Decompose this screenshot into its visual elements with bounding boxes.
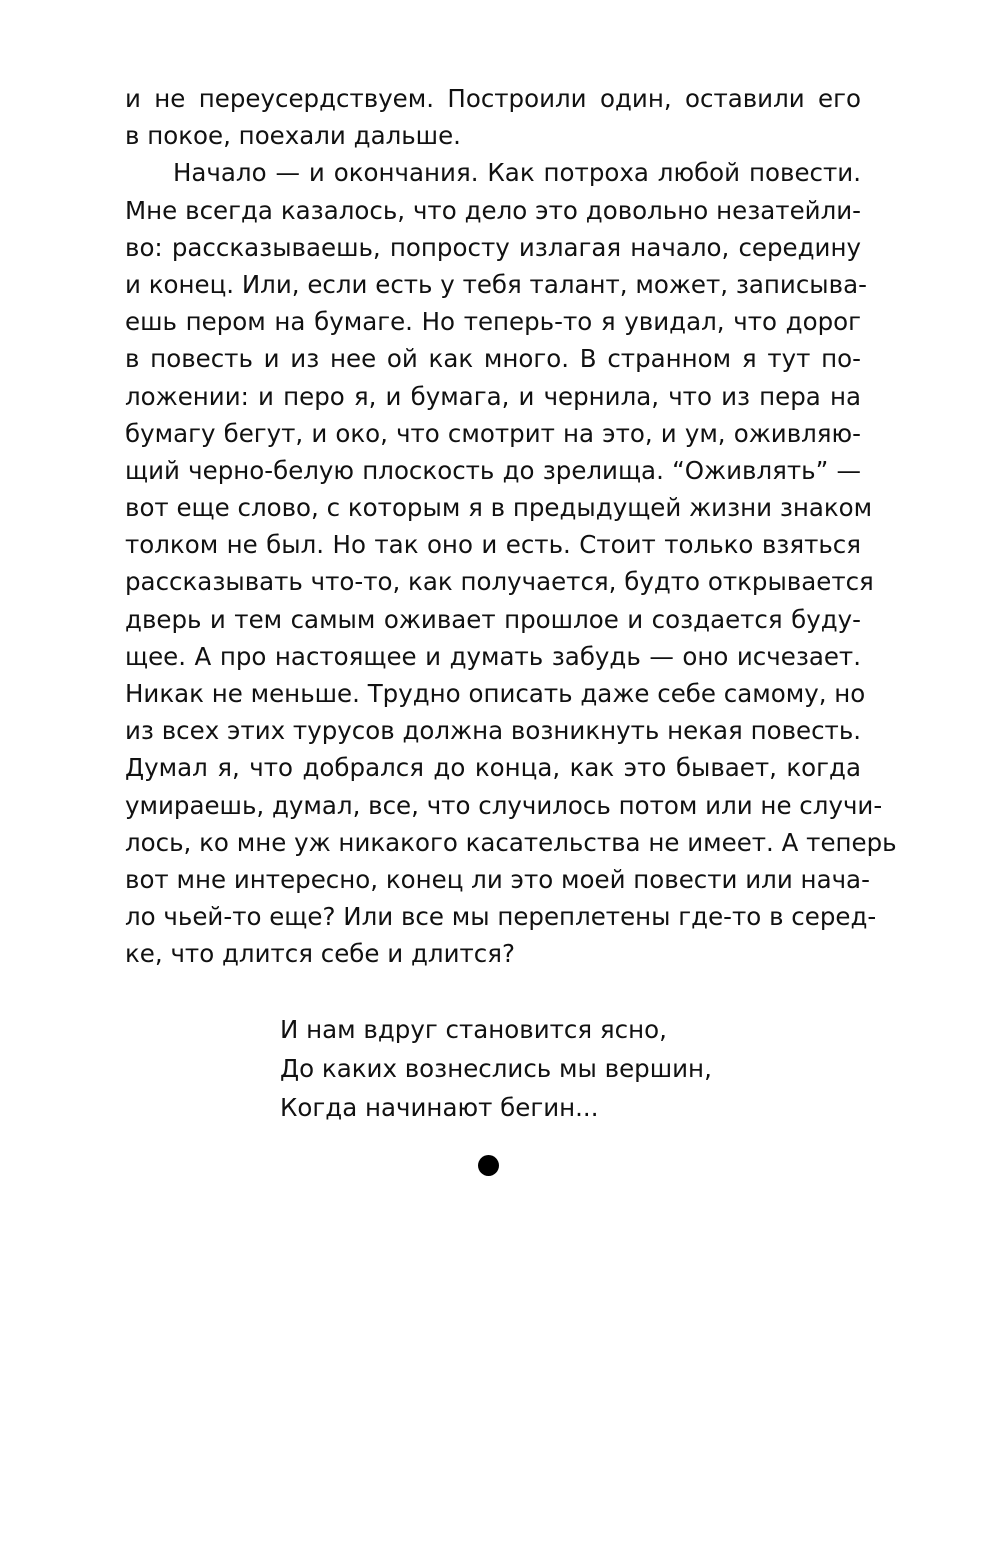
section-end-bullet-icon xyxy=(478,1155,499,1176)
text-line: умираешь, думал, все, что случилось потом или не случи- xyxy=(125,790,883,820)
text-line: Никак не меньше. Трудно описать даже себе самому, но xyxy=(125,679,866,708)
verse-block xyxy=(280,1010,840,1127)
text-line: ке, что длится себе и длится? xyxy=(125,939,515,969)
text-line: из всех этих турусов должна возникнуть некая повесть. xyxy=(125,716,862,746)
text-line: и конец. Или, если есть у тебя талант, может, записыва- xyxy=(125,269,867,299)
text-line: дверь и тем самым оживает прошлое и создается буду- xyxy=(125,604,861,634)
text-line: лось, ко мне уж никакого касательства не имеет. А теперь xyxy=(125,827,897,857)
verse-line: До каких вознеслись мы вершин, xyxy=(280,1054,712,1083)
verse-line: И нам вдруг становится ясно, xyxy=(280,1015,667,1044)
text-line: в повесть и из нее ой как много. В странном я тут по- xyxy=(125,344,861,374)
prose-block xyxy=(125,80,897,973)
text-line: вот мне интересно, конец ли это моей повести или нача- xyxy=(125,864,870,894)
text-line: бумагу бегут, и око, что смотрит на это, и ум, оживляю- xyxy=(125,418,861,448)
text-line: во: рассказываешь, попросту излагая начало, середину xyxy=(125,232,861,262)
text-line: Думал я, что добрался до конца, как это бывает, когда xyxy=(125,753,861,783)
text-line: вот еще слово, с которым я в предыдущей жизни знаком xyxy=(125,493,873,523)
text-line: Мне всегда казалось, что дело это довольно незатейли- xyxy=(125,195,861,225)
text-line: ешь пером на бумаге. Но теперь-то я увидал, что дорог xyxy=(125,307,861,337)
text-line: в покое, поехали дальше. xyxy=(125,121,461,151)
text-line: щее. А про настоящее и думать забудь — оно исчезает. xyxy=(125,641,861,671)
text-line: ложении: и перо я, и бумага, и чернила, что из пера на xyxy=(125,381,861,411)
text-line: рассказывать что-то, как получается, будто открывается xyxy=(125,567,874,597)
text-line: Начало — и окончания. Как потроха любой повести. xyxy=(173,158,861,188)
text-line: и не переусердствуем. Построили один, оставили его xyxy=(125,84,861,113)
text-line: ло чьей-то еще? Или все мы переплетены где-то в серед- xyxy=(125,902,877,932)
text-line: толком не был. Но так оно и есть. Стоит только взяться xyxy=(125,530,861,560)
verse-line: Когда начинают бегин... xyxy=(280,1093,599,1122)
text-line: щий черно-белую плоскость до зрелища. “Оживлять” — xyxy=(125,455,861,485)
